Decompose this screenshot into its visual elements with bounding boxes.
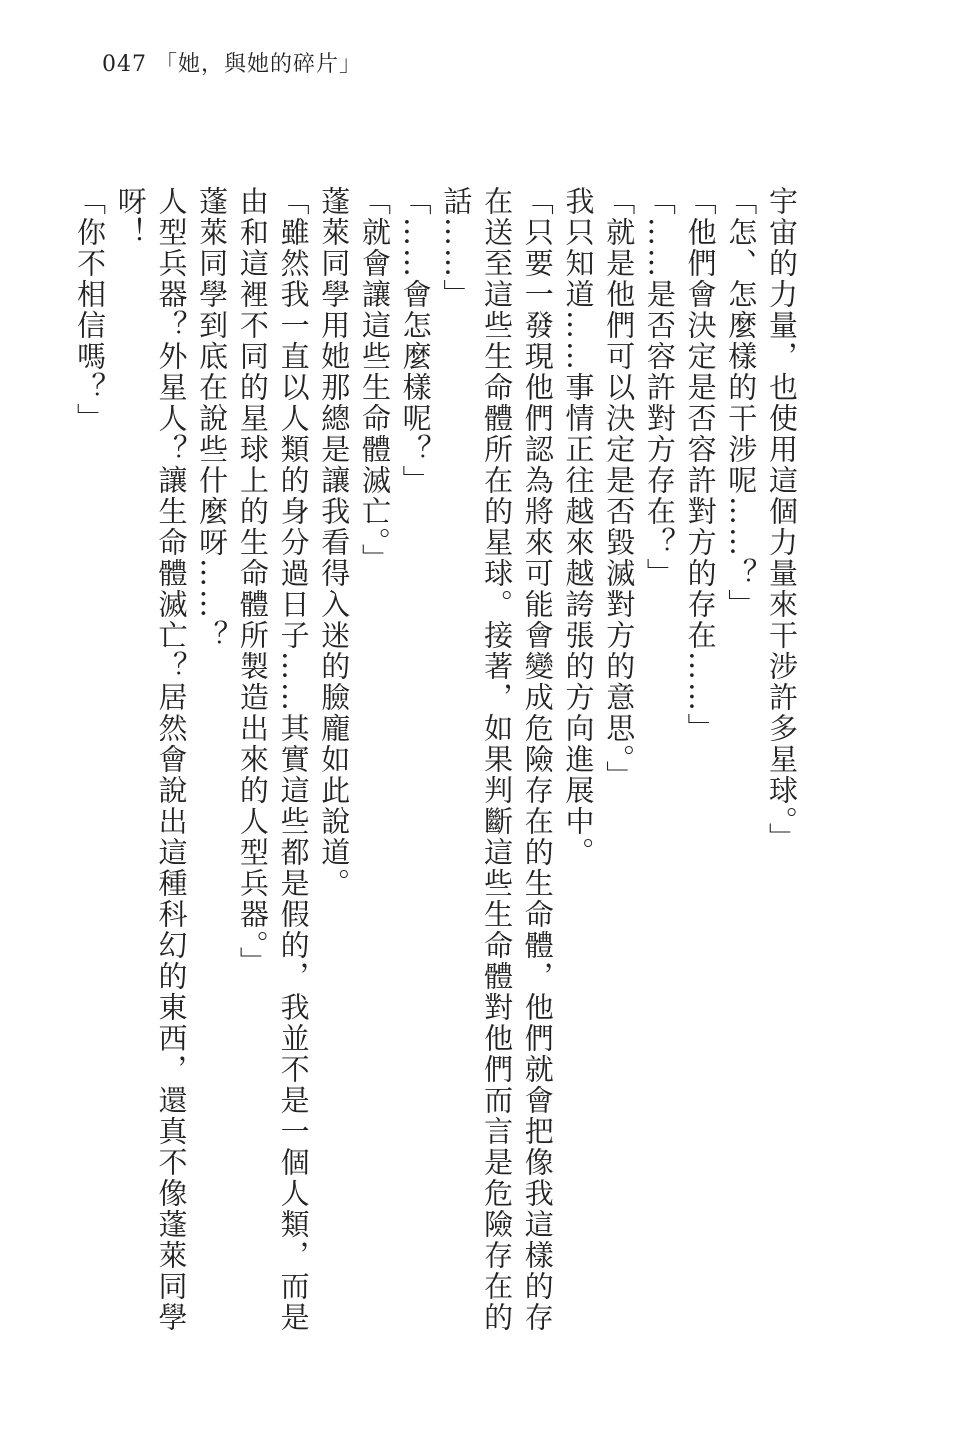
paragraph: 「你不相信嗎？」 [73,186,108,434]
paragraph: 「只要一發現他們認為將來可能會變成危險存在的生命體，他們就會把像我這樣的存在送至這些生命體所在的星球。接著，如果判斷這些生命體對他們而言是危險存在的話……」 [439,186,555,1333]
paragraph: 「……會怎麼樣呢？」 [398,186,433,496]
paragraph: 「就是他們可以決定是否毀滅對方的意思。」 [602,186,637,792]
paragraph: 蓬萊同學用她那總是讓我看得入迷的臉龐如此說道。 [317,186,352,899]
paragraph: 蓬萊同學到底在說些什麼呀……？ [195,186,230,651]
paragraph: 「就會讓這些生命體滅亡。」 [357,186,392,575]
paragraph: 「雖然我一直以人類的身分過日子……其實這些都是假的，我並不是一個人類，而是由和這裡不同的星球上的生命體所製造出來的人型兵器。」 [235,186,311,1333]
novel-body-text [69,186,802,1346]
page-number: 047 [102,52,147,77]
paragraph: 「怎、怎麼樣的干涉呢……？」 [724,186,759,620]
paragraph: 人型兵器？外星人？讓生命體滅亡？居然會說出這種科幻的東西，還真不像蓬萊同學呀！ [113,186,189,1333]
paragraph: 宇宙的力量，也使用這個力量來干涉許多星球。」 [765,186,799,854]
running-header [102,47,362,78]
paragraph: 我只知道……事情正往越來越誇張的方向進展中。 [561,186,596,868]
paragraph: 「……是否容許對方存在？」 [642,186,677,589]
paragraph: 「他們會決定是否容許對方的存在……」 [683,186,718,744]
chapter-title: 「她，與她的碎片」 [155,52,363,77]
